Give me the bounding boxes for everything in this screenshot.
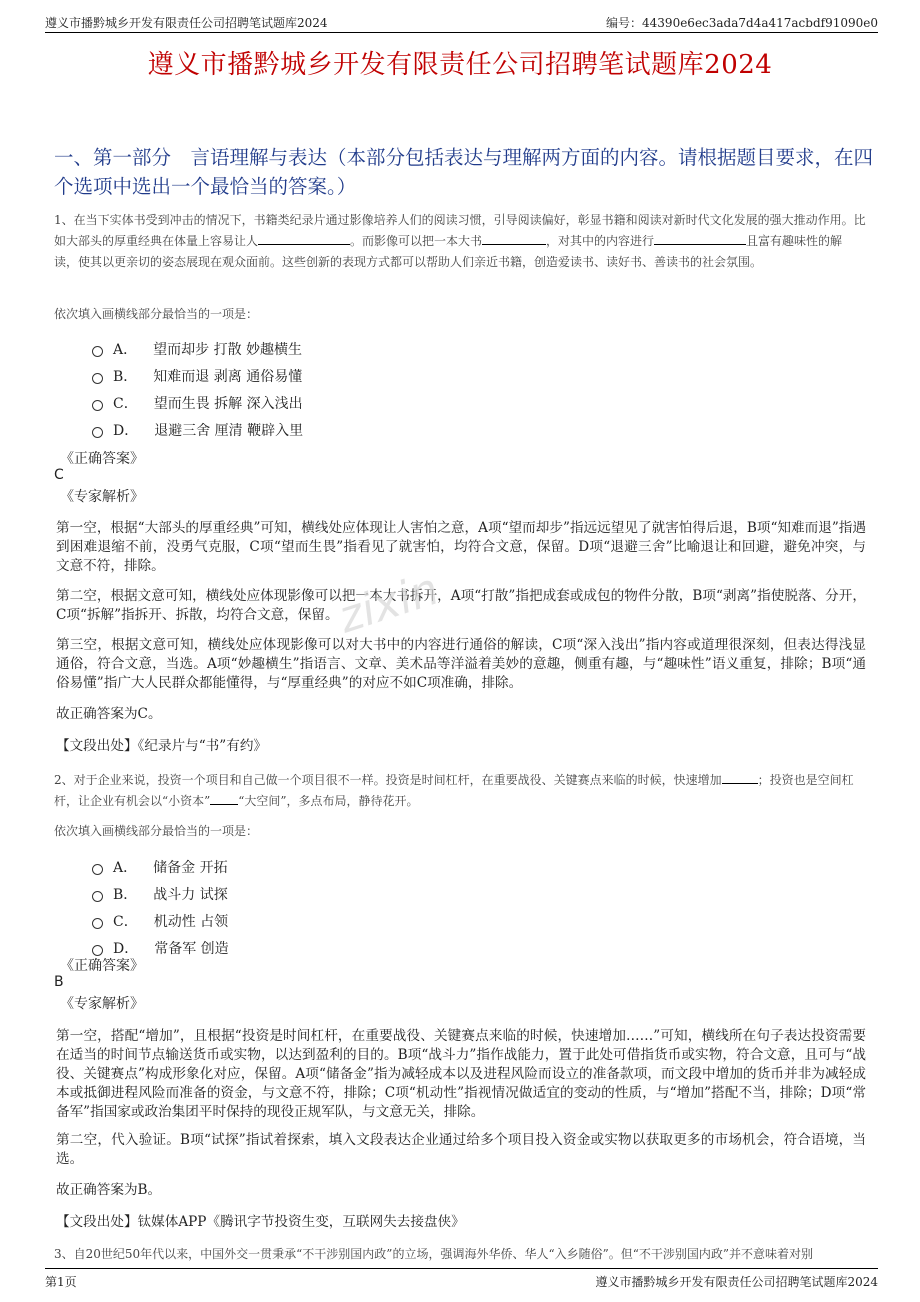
option-a[interactable]: A． 储备金 开拓 (92, 853, 492, 880)
question-3-text: 3、自20世纪50年代以来，中国外交一贯秉承“不干涉别国内政”的立场，强调海外华侨、华人“入乡随俗”。但“不干涉别国内政”并不意味着对别 (54, 1247, 813, 1261)
option-d[interactable]: D． 退避三舍 厘清 鞭辟入里 (92, 416, 492, 443)
answer-blank (210, 791, 238, 805)
analysis-paragraph: 第二空，根据文意可知，横线处应体现影像可以把一本大书拆开，A项“打散”指把成套或成包的物件分散，B项“剥离”指使脱落、分开，C项“拆解”指拆开、拆散，均符合文意，保留。 (56, 588, 866, 623)
answer-blank (654, 231, 746, 245)
correct-answer-value: C (54, 467, 64, 483)
correct-answer-value: B (54, 974, 64, 990)
question-instruction: 依次填入画横线部分最恰当的一项是： (54, 824, 259, 838)
page-title: 遵义市播黔城乡开发有限责任公司招聘笔试题库2024 (147, 50, 773, 80)
question-2-options (92, 853, 492, 961)
page-header (45, 12, 878, 33)
expert-analysis-label: 《专家解析》 (60, 996, 144, 1012)
analysis-paragraph: 第一空，搭配“增加”，且根据“投资是时间杠杆，在重要战役、关键赛点来临的时候，快速增加……”可知，横线所在句子表达投资需要在适当的时间节点输送货币或实物，以达到盈利的目的。B项“战斗力”指作战能力，置于此处可借指货币或实物，符合文意，且可与“战役、关键赛点”构成形象化对应，保留。A项“储备金”指为减轻成本以及进程风险而设立的准备款项，而文段中增加的货币并非为减轻成本或抵御进程风险而准备的资金，与文意不符，排除；C项“机动性”指视情况做适宜的变动的性质，与“增加”搭配不当，排除；D项“常备军”指国家或政治集团平时保持的现役正规军队，与文意无关，排除。 (56, 1028, 866, 1120)
question-1-text: 1、在当下实体书受到冲击的情况下，书籍类纪录片通过影像培养人们的阅读习惯，引导阅读偏好，彰显书籍和阅读对新时代文化发展的强大推动作用。比如大部头的厚重经典在体量上容易让人 。而影像可以把一本大书 ，对其中的内容进行 且富有趣味性的解读，使其以更亲切的姿态展现在观众面前。这些创新的表现方式都可以帮助人们亲近书籍，创造爱读书、读好书、善读书的社会氛围。 (54, 213, 866, 269)
option-b[interactable]: B． 知难而退 剥离 通俗易懂 (92, 362, 492, 389)
answer-blank (722, 770, 758, 784)
option-c[interactable]: C． 望而生畏 拆解 深入浅出 (92, 389, 492, 416)
analysis-conclusion: 故正确答案为C。 (56, 706, 162, 722)
source-citation: 【文段出处】钛媒体APP《腾讯字节投资生变，互联网失去接盘侠》 (56, 1214, 465, 1230)
page-number: 第1页 (45, 1275, 77, 1289)
option-d[interactable]: D． 常备军 创造 (92, 934, 492, 961)
answer-blank (482, 231, 546, 245)
correct-answer-label: 《正确答案》 (60, 958, 144, 974)
footer-doc-title: 遵义市播黔城乡开发有限责任公司招聘笔试题库2024 (595, 1275, 878, 1289)
analysis-paragraph: 第二空，代入验证。B项“试探”指试着探索，填入文段表达企业通过给多个项目投入资金或实物以获取更多的市场机会，符合语境，当选。 (56, 1132, 866, 1167)
radio-icon[interactable] (92, 400, 103, 411)
radio-icon[interactable] (92, 864, 103, 875)
watermark: zixin (332, 563, 445, 644)
answer-blank (258, 231, 350, 245)
radio-icon[interactable] (92, 346, 103, 357)
question-1-options (92, 335, 492, 443)
section-heading: 一、第一部分 言语理解与表达（本部分包括表达与理解两方面的内容。请根据题目要求，在四个选项中选出一个最恰当的答案。） (54, 146, 874, 198)
option-b[interactable]: B． 战斗力 试探 (92, 880, 492, 907)
option-a[interactable]: A． 望而却步 打散 妙趣横生 (92, 335, 492, 362)
page-footer (45, 1268, 878, 1293)
question-2-text: 2、对于企业来说，投资一个项目和自己做一个项目很不一样。投资是时间杠杆，在重要战役、关键赛点来临的时候，快速增加 ；投资也是空间杠杆，让企业有机会以“小资本” “大空间”，多点布局，静待花开。 (54, 770, 866, 812)
radio-icon[interactable] (92, 891, 103, 902)
expert-analysis-label: 《专家解析》 (60, 489, 144, 505)
header-doc-number: 编号：44390e6ec3ada7d4a417acbdf91090e0 (606, 16, 878, 30)
radio-icon[interactable] (92, 918, 103, 929)
analysis-paragraph: 第三空，根据文意可知，横线处应体现影像可以对大书中的内容进行通俗的解读，C项“深入浅出”指内容或道理很深刻，但表达得浅显通俗，符合文意，当选。A项“妙趣横生”指语言、文章、美术品等洋溢着美妙的意趣，侧重有趣，与“趣味性”语义重复，排除；B项“通俗易懂”指广大人民群众都能懂得，与“厚重经典”的对应不如C项准确，排除。 (56, 637, 866, 691)
option-c[interactable]: C． 机动性 占领 (92, 907, 492, 934)
analysis-conclusion: 故正确答案为B。 (56, 1182, 162, 1198)
radio-icon[interactable] (92, 373, 103, 384)
correct-answer-label: 《正确答案》 (60, 451, 144, 467)
header-doc-title: 遵义市播黔城乡开发有限责任公司招聘笔试题库2024 (45, 16, 328, 30)
analysis-paragraph: 第一空，根据“大部头的厚重经典”可知，横线处应体现让人害怕之意，A项“望而却步”指远远望见了就害怕得后退，B项“知难而退”指遇到困难退缩不前，没勇气克服，C项“望而生畏”指看见了就害怕，均符合文意，保留。D项“退避三舍”比喻退让和回避，避免冲突，与文意不符，排除。 (56, 520, 866, 574)
radio-icon[interactable] (92, 427, 103, 438)
question-instruction: 依次填入画横线部分最恰当的一项是： (54, 307, 259, 321)
source-citation: 【文段出处】《纪录片与“书”有约》 (56, 738, 268, 754)
